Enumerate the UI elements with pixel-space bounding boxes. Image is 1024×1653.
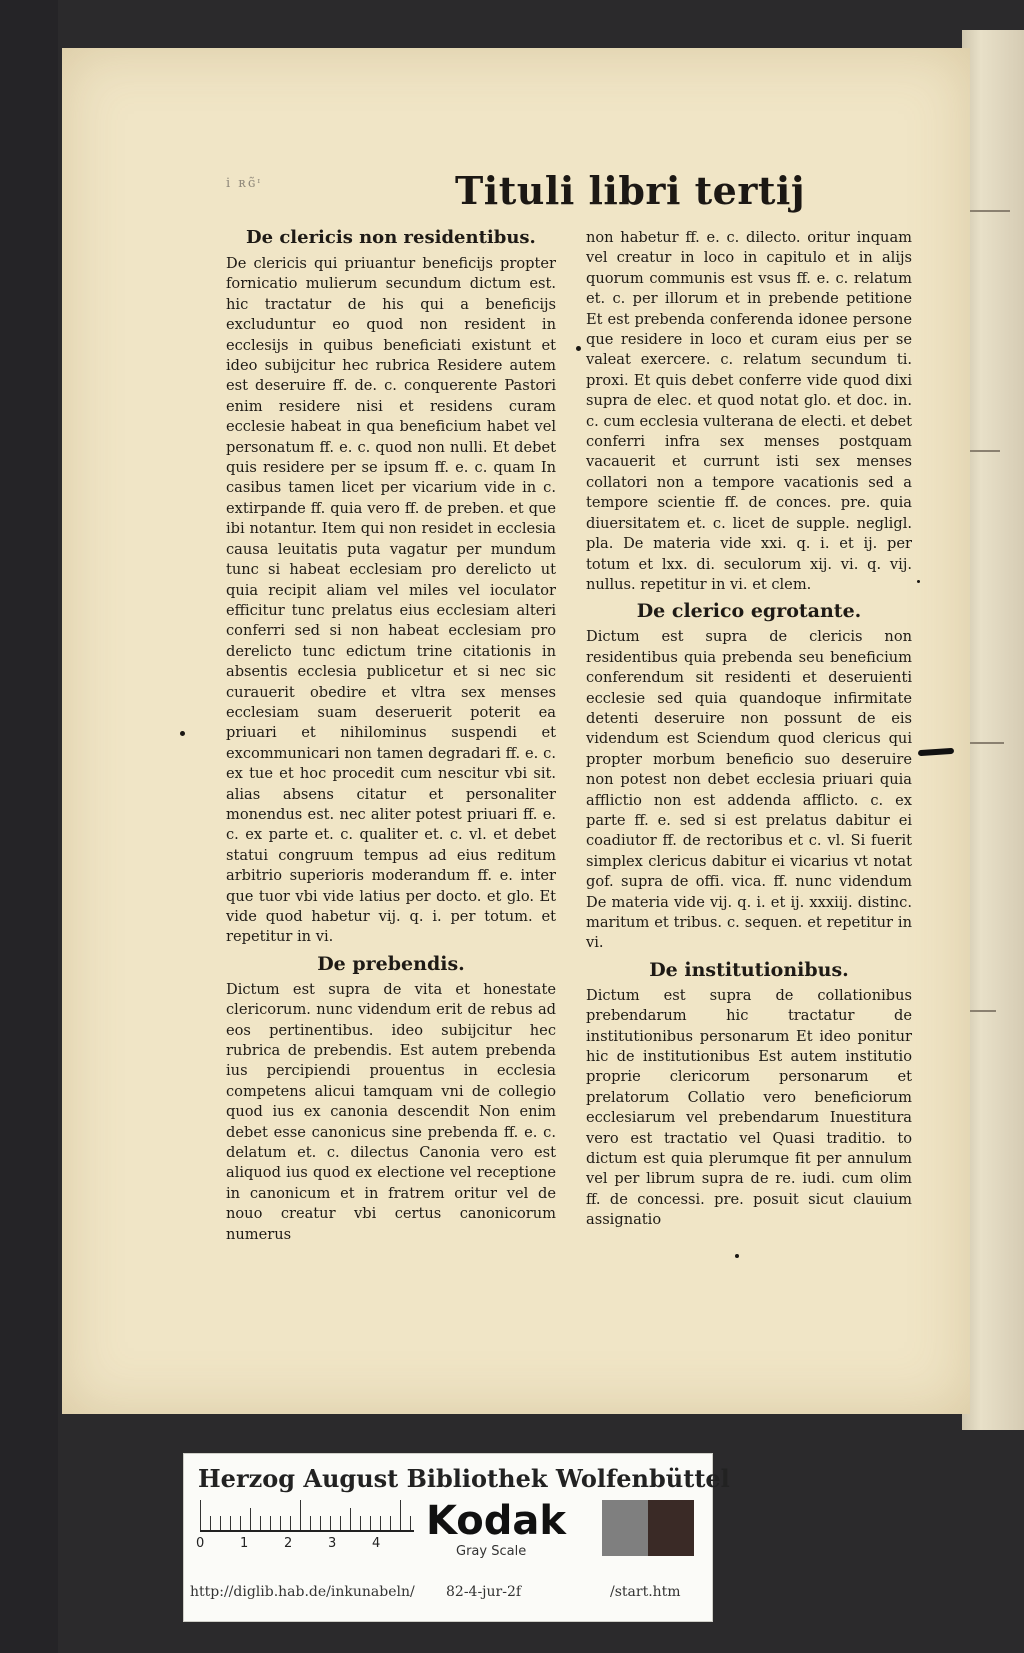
ink-dot [576,346,581,351]
ruler-tick [220,1516,221,1530]
ruler-tick [380,1516,381,1530]
smudge-mark: i ʀɢ̃ᶦ [226,176,263,191]
left-column [226,228,556,1245]
gray-patch [602,1500,648,1556]
ruler-label: 0 [196,1536,205,1551]
ruler-tick [330,1516,331,1530]
ruler-tick [410,1516,411,1530]
ruler-label: 1 [240,1536,249,1551]
ruler-tick [390,1516,391,1530]
heading-de-institutionibus: De institutionibus. [649,958,849,981]
ruler-tick [230,1516,231,1530]
heading-de-clerico-egrotante: De clerico egrotante. [636,600,862,623]
color-scale-card [183,1453,730,1622]
shelfmark: 82-4-jur-2f [446,1584,522,1600]
ruler-tick [210,1516,211,1530]
institution-name: Herzog August Bibliothek Wolfenbüttel [198,1464,730,1493]
right-column [586,228,912,1231]
ruler-tick [250,1508,251,1530]
ruler-tick [350,1508,351,1530]
gray-scale-label: Gray Scale [456,1544,527,1559]
ruler-tick [340,1516,341,1530]
text-de-clericis-non-residentibus: De clericis qui priuantur beneficijs propter fornicatio mulierum secundum dictum est. hic tractatur de his qui a beneficijs excluduntur eo quod non resident in ecclesijs in quibus beneficiati existunt et ideo subijcitur hec rubrica Residere autem est deseruire ff. de. c. conquerente Pastori enim residere nisi et residens curam ecclesie habeat in qua beneficium habet vel personatum ff. e. c. quod non nulli. Et debet quis residere per se ipsum ff. e. c. quam In casibus tamen licet per vicarium vide in c. extirpande ff. quia vero ff. de preben. et que ibi notantur. Item qui non residet in ecclesia causa leuitatis puta vagatur per mundum tunc si habeat ecclesiam pro derelicto ut quia recipit aliam vel miles vel ioculator efficitur tunc prelatus eius ecclesiam alteri conferri sed si non habeat ecclesiam pro derelicto tunc edictum trine citationis in absentis ecclesia publicetur et si nec sic curauerit obedire et vltra sex menses ecclesiam suam deseruerit poterit ea priuari et nihilominus suspendi et excommunicari non tamen degradari ff. e. c. ex tue et hoc procedit cum nescitur vbi sit. alias absens citatur et personaliter monendus est. nec aliter potest priuari ff. e. c. ex parte et. c. qualiter et. c. vl. et debet statui congruum tempus ad eius reditum arbitrio superioris moderandum ff. e. inter que tuor vbi vide latius per docto. et glo. Et vide quod habetur vij. q. i. per totum. et repetitur in vi. [226,255,556,946]
ruler-label: 4 [372,1536,381,1551]
scanner-frame [0,0,58,1653]
ruler-tick [200,1500,201,1530]
ruler-tick [280,1516,281,1530]
start-link: /start.htm [610,1584,681,1600]
text-de-clerico-egrotante: Dictum est supra de clericis non residentibus quia prebenda seu beneficium conferendum sit residenti et deseruienti ecclesie sed quia quandoque infirmitate detenti deseruire non possunt de eis videndum est Sciendum quod clericus qui propter morbum beneficio suo deseruire non potest non debet ecclesia priuari quia afflictio non est addenda afflicto. c. ex parte ff. e. sed si est prelatus dabitur ei coadiutor ff. de rectoribus et c. vl. Si fuerit simplex clericus dabitur ei vicarius vt notat gof. supra de offi. vica. ff. nunc videndum De materia vide vij. q. i. et ij. xxxiij. distinc. maritum et tribus. c. sequen. et repetitur in vi. [586,628,912,952]
kodak-logo: Kodak [426,1498,566,1544]
ink-dot [180,731,185,736]
ruler-tick [290,1516,291,1530]
ruler [200,1500,414,1532]
heading-de-clericis-non-residentibus: De clericis non residentibus. [246,227,536,248]
dark-patch [648,1500,694,1556]
ink-dot [735,1254,739,1258]
text-de-prebendis: Dictum est supra de vita et honestate clericorum. nunc videndum erit de rebus ad eos pertinentibus. ideo subijcitur hec rubrica de prebendis. Est autem prebenda ius percipiendi prouentus in ecclesia competens alicui tamquam vni de collegio quod ius ex canonia descendit Non enim debet esse canonicus sine prebenda ff. e. c. delatum et. c. dilectus Canonia vero est aliquod ius quod ex electione vel receptione in canonicum et in fratrem oritur vel de nouo creatur vbi certus canonicorum numerus [226,980,556,1243]
ruler-tick [270,1516,271,1530]
heading-de-prebendis: De prebendis. [317,952,465,975]
adjacent-page-edge [962,30,1024,1430]
ruler-tick [370,1516,371,1530]
page-title: Tituli libri tertij [455,168,806,213]
ink-dot [917,580,920,583]
ruler-tick [300,1500,301,1530]
ruler-tick [360,1516,361,1530]
text-continuation: non habetur ff. e. c. dilecto. oritur inquam vel creatur in loco in capitulo et in alijs quorum communis est vsus ff. e. c. relatum et. c. per illorum et in prebende petitione Et est prebenda conferenda idonee persone que residere in loco et curam eius per se valeat exercere. c. relatum secundum ti. proxi. Et quis debet conferre vide quod dixi supra de elec. et quod notat glo. et doc. in. c. cum ecclesia vulterana de electi. et debet conferri infra sex menses postquam vacauerit et currunt isti sex menses collatori non a tempore vacationis sed a tempore scientie ff. de conces. pre. quia diuersitatem et. c. licet de supple. negligl. pla. De materia vide xxi. q. i. et ij. per totum et lxx. di. seculorum xij. vi. q. vij. nullus. repetitur in vi. et clem. [586,229,913,593]
ruler-tick [400,1500,401,1530]
ruler-tick [260,1516,261,1530]
ruler-label: 2 [284,1536,293,1551]
ruler-tick [240,1516,241,1530]
library-url: http://diglib.hab.de/inkunabeln/ [190,1584,415,1600]
ruler-tick [310,1516,311,1530]
text-de-institutionibus: Dictum est supra de collationibus prebendarum hic tractatur de institutionibus personarum Et ideo ponitur hic de institutionibus Est autem institutio proprie clericorum personarum et prelatorum Collatio vero beneficiorum ecclesiarum vel prebendarum Inuestitura vero est tractatio vel Quasi traditio. to dictum est quia plerumque fit per annulum vel per librum supra de re. iudi. cum olim ff. de concessi. pre. posuit sicut clauium assignatio [586,986,912,1229]
ruler-tick [320,1516,321,1530]
ruler-label: 3 [328,1536,337,1551]
